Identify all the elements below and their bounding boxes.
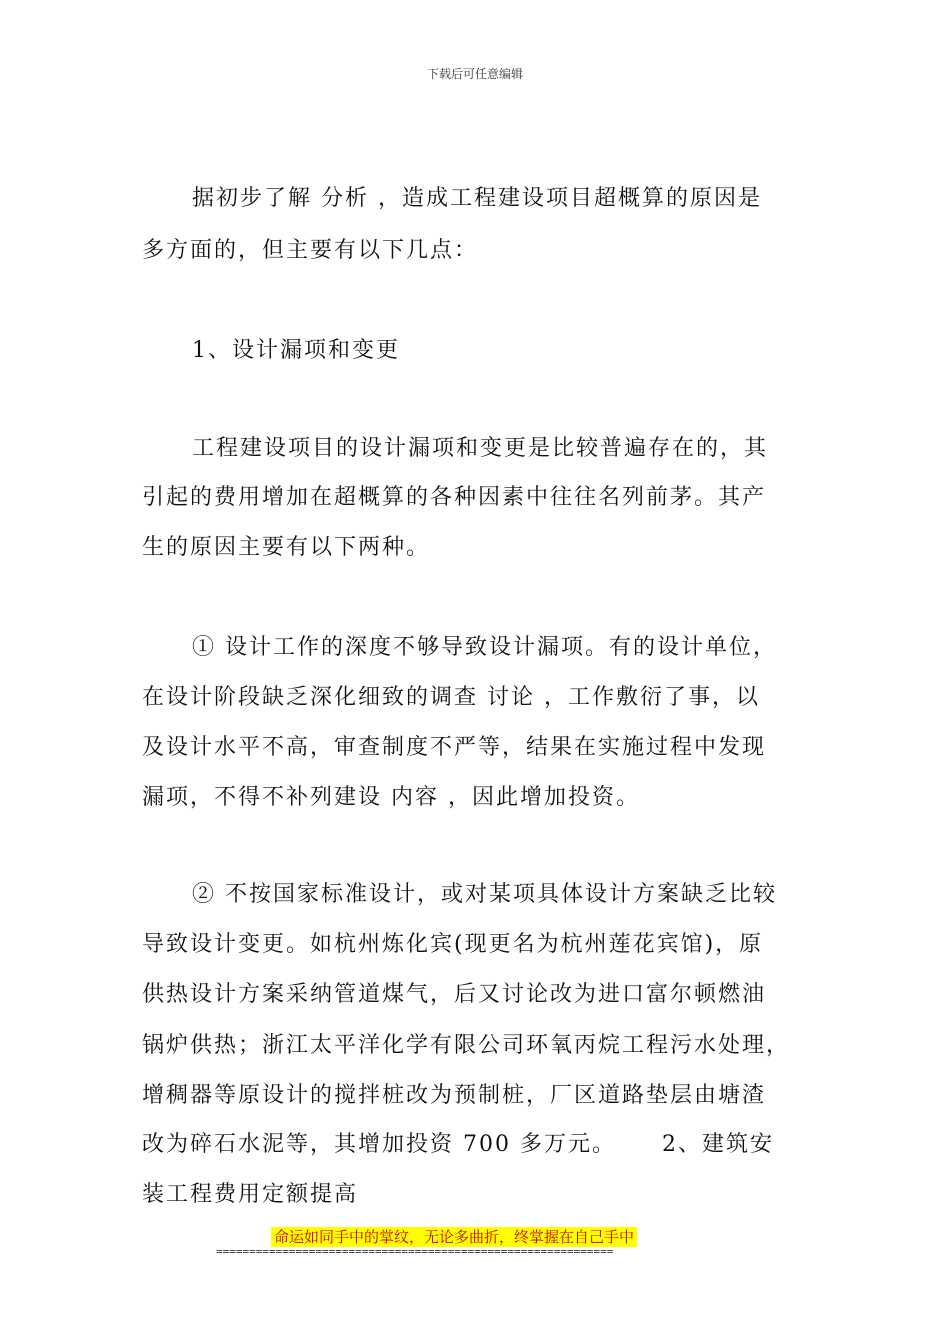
paragraph-3-line-2: 在设计阶段缺乏深化细致的调查 讨论 ，工作敷衍了事，以 xyxy=(142,685,760,710)
paragraph-1-line-1: 据初步了解 分析 ，造成工程建设项目超概算的原因是 xyxy=(192,186,762,211)
paragraph-2-line-2: 引起的费用增加在超概算的各种因素中往往名列前茅。其产 xyxy=(142,485,767,510)
paragraph-3-line-3: 及设计水平不高，审查制度不严等，结果在实施过程中发现 xyxy=(142,735,767,760)
page-header-note: 下载后可任意编辑 xyxy=(426,67,523,81)
paragraph-4-line-5: 增稠器等原设计的搅拌桩改为预制桩，厂区道路垫层由塘渣 xyxy=(142,1083,767,1108)
paragraph-4-line-3: 供热设计方案采纳管道煤气，后又讨论改为进口富尔顿燃油 xyxy=(142,982,767,1007)
paragraph-1-line-2: 多方面的，但主要有以下几点： xyxy=(142,238,479,263)
paragraph-3-line-1: ① 设计工作的深度不够导致设计漏项。有的设计单位， xyxy=(192,635,777,660)
paragraph-4-line-7: 装工程费用定额提高 xyxy=(142,1182,359,1207)
paragraph-2-line-1: 工程建设项目的设计漏项和变更是比较普遍存在的，其 xyxy=(192,436,769,461)
paragraph-4-line-2: 导致设计变更。如杭州炼化宾(现更名为杭州莲花宾馆)，原 xyxy=(142,932,764,957)
section-heading-1: 1、设计漏项和变更 xyxy=(192,338,400,363)
footer-divider: ============================================================ xyxy=(216,1245,614,1258)
paragraph-4-line-1: ② 不按国家标准设计，或对某项具体设计方案缺乏比较 xyxy=(192,882,777,907)
paragraph-4-line-6: 改为碎石水泥等，其增加投资 700 多万元。 2、建筑安 xyxy=(142,1132,774,1157)
paragraph-2-line-3: 生的原因主要有以下两种。 xyxy=(142,535,431,560)
paragraph-3-line-4: 漏项，不得不补列建设 内容 ，因此增加投资。 xyxy=(142,785,640,810)
footer-slogan: 命运如同手中的掌纹，无论多曲折，终掌握在自己手中 xyxy=(271,1227,637,1247)
paragraph-4-line-4: 锅炉供热；浙江太平洋化学有限公司环氧丙烷工程污水处理， xyxy=(142,1033,791,1058)
